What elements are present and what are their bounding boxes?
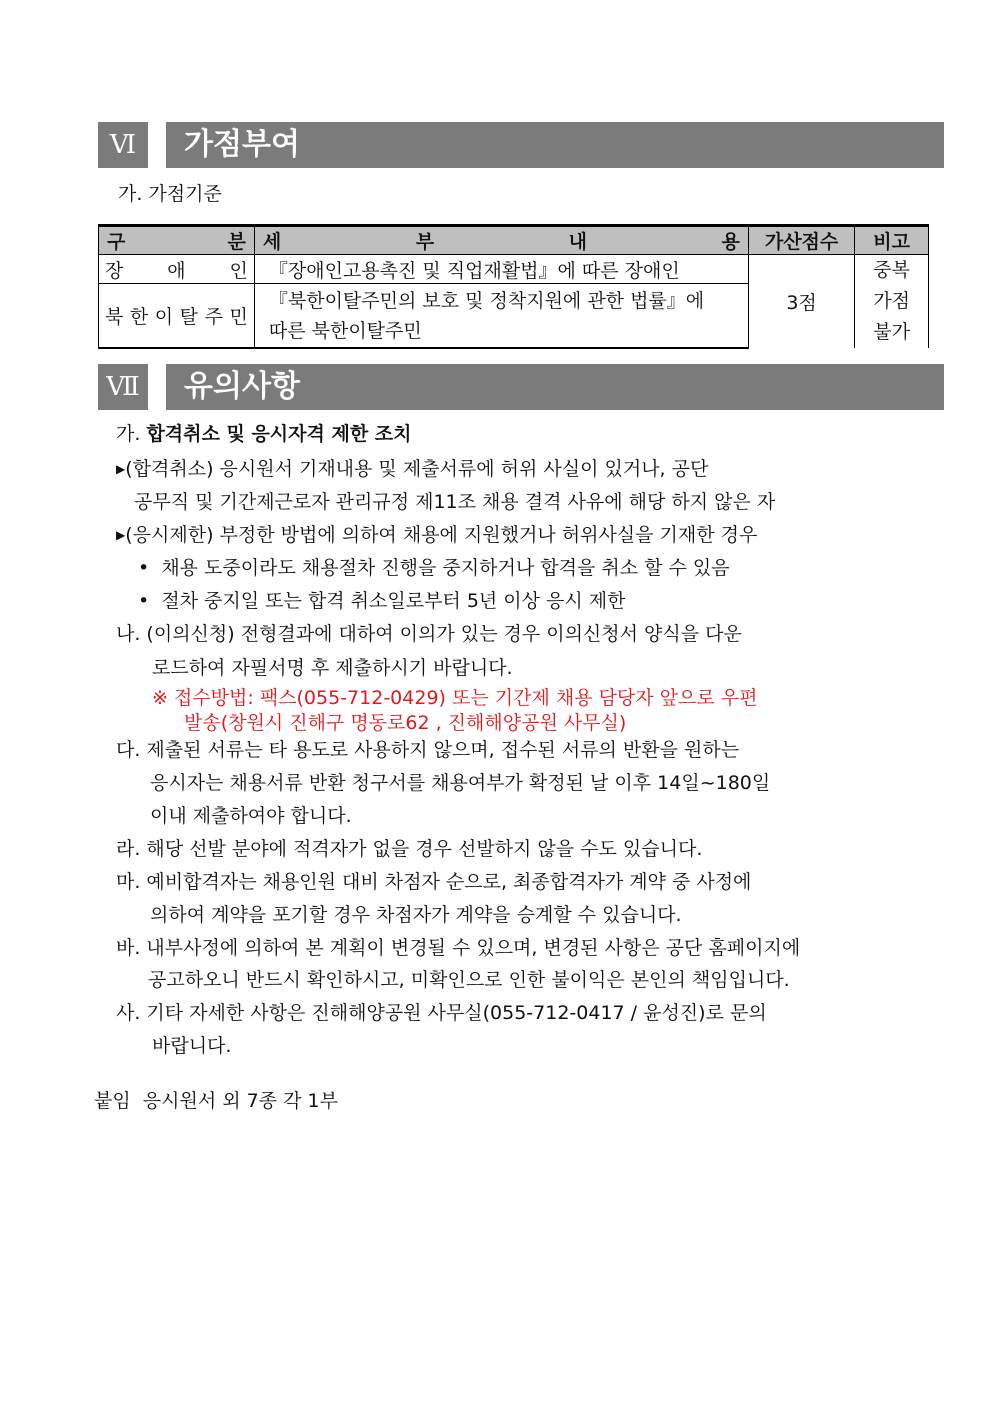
- row-detail: 『북한이탈주민의 보호 및 정착지원에 관한 법률』에 따른 북한이탈주민: [254, 284, 748, 348]
- item-ba-line2: 공고하오니 반드시 확인하시고, 미확인으로 인한 불이익은 본인의 책임입니다.: [148, 969, 790, 991]
- triangle-bullet-icon: ▶: [116, 462, 126, 476]
- item-ga-heading: 가. 합격취소 및 응시자격 제한 조치: [116, 423, 412, 445]
- item-da-line1: 다. 제출된 서류는 타 용도로 사용하지 않으며, 접수된 서류의 반환을 원하는: [116, 739, 740, 761]
- section-7-header: [98, 364, 944, 410]
- bonus-points-table: [98, 224, 929, 349]
- attachment-note: 붙임 응시원서 외 7종 각 1부: [94, 1090, 338, 1112]
- section-7-title: 유의사항: [166, 364, 944, 410]
- row-category: 북 한 이 탈 주 민: [99, 284, 255, 348]
- sub-bullet-2: • 절차 중지일 또는 합격 취소일로부터 5년 이상 응시 제한: [138, 590, 626, 612]
- bullet-disqualification-cont: 공무직 및 기간제근로자 관리규정 제11조 채용 결격 사유에 해당 하지 않은 자: [134, 491, 776, 513]
- item-da-line2: 응시자는 채용서류 반환 청구서를 채용여부가 확정된 날 이후 14일~180일: [150, 772, 771, 794]
- section-6-title: 가점부여: [166, 122, 944, 168]
- section-7-number: Ⅶ: [98, 364, 148, 410]
- section-6-subheading: 가. 가점기준: [118, 183, 222, 205]
- bullet-disqualification: ▶(합격취소) 응시원서 기재내용 및 제출서류에 허위 사실이 있거나, 공단: [116, 458, 709, 480]
- row-remark: 중복 가점 불가: [855, 255, 929, 349]
- header-remark: 비고: [855, 226, 929, 255]
- row-detail: 『장애인고용촉진 및 직업재활법』에 따른 장애인: [254, 255, 748, 284]
- dot-bullet-icon: •: [138, 557, 150, 579]
- header-score: 가산점수: [748, 226, 855, 255]
- item-na-line1: 나. (이의신청) 전형결과에 대하여 이의가 있는 경우 이의신청서 양식을 다운: [116, 623, 742, 645]
- sub-bullet-1: • 채용 도중이라도 채용절차 진행을 중지하거나 합격을 취소 할 수 있음: [138, 557, 730, 579]
- row-category: 장 애 인: [99, 255, 255, 284]
- item-na-red-line2: 발송(창원시 진해구 명동로62 , 진해해양공원 사무실): [184, 712, 627, 734]
- item-ra: 라. 해당 선발 분야에 적격자가 없을 경우 선발하지 않을 수도 있습니다.: [116, 838, 703, 860]
- header-detail: 세 부 내 용: [254, 226, 748, 255]
- section-6-header: [98, 122, 944, 168]
- item-na-line2: 로드하여 자필서명 후 제출하시기 바랍니다.: [152, 657, 513, 679]
- item-ba-line1: 바. 내부사정에 의하여 본 계획이 변경될 수 있으며, 변경된 사항은 공단 홈페이지에: [116, 937, 801, 959]
- item-ma-line1: 마. 예비합격자는 채용인원 대비 차점자 순으로, 최종합격자가 계약 중 사정에: [116, 871, 752, 893]
- item-sa-line2: 바랍니다.: [152, 1035, 232, 1057]
- section-6-number: Ⅵ: [98, 122, 148, 168]
- item-da-line3: 이내 제출하여야 합니다.: [150, 805, 352, 827]
- triangle-bullet-icon: ▶: [116, 528, 126, 542]
- table-row: [99, 255, 929, 284]
- dot-bullet-icon: •: [138, 590, 150, 612]
- item-na-red-line1: ※ 접수방법: 팩스(055-712-0429) 또는 기간제 채용 담당자 앞으로 우편: [152, 687, 758, 709]
- table-header-row: [99, 226, 929, 255]
- bullet-restriction: ▶(응시제한) 부정한 방법에 의하여 채용에 지원했거나 허위사실을 기재한 경우: [116, 524, 758, 546]
- row-score: 3점: [748, 255, 855, 349]
- item-ma-line2: 의하여 계약을 포기할 경우 차점자가 계약을 승계할 수 있습니다.: [150, 904, 682, 926]
- header-category: 구 분: [99, 226, 255, 255]
- item-sa-line1: 사. 기타 자세한 사항은 진해해양공원 사무실(055-712-0417 / 윤성진)로 문의: [116, 1002, 767, 1024]
